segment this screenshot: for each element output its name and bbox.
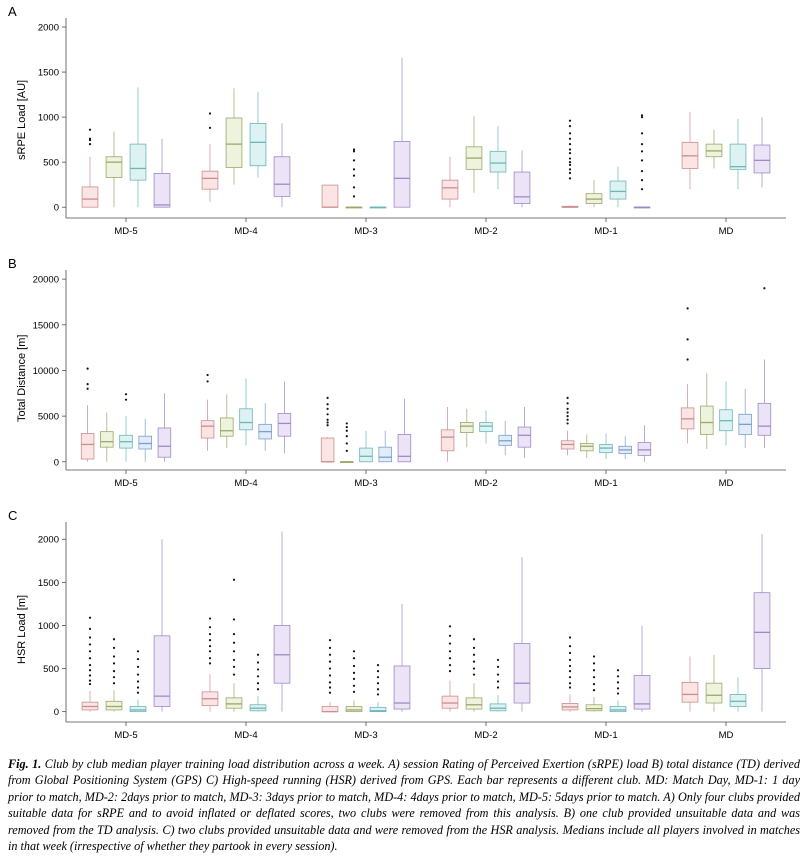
figure-caption — [8, 756, 800, 854]
boxplot-box — [706, 130, 722, 169]
figure-caption-label: Fig. 1. — [8, 757, 42, 771]
x-tick-label: MD-4 — [234, 730, 258, 741]
boxplot-box — [706, 655, 722, 712]
x-tick-label: MD-4 — [234, 478, 258, 489]
y-tick-label: 20000 — [32, 274, 59, 286]
boxplot-box — [600, 433, 613, 459]
boxplot-box — [202, 617, 218, 711]
x-tick-label: MD-5 — [114, 226, 138, 237]
boxplot-box — [322, 639, 338, 712]
boxplot-box — [321, 397, 334, 462]
panel-b-plot — [0, 252, 808, 502]
y-tick-label: 0 — [53, 202, 59, 214]
panel-c — [0, 504, 808, 754]
boxplot-box — [226, 88, 242, 184]
boxplot-box — [499, 421, 512, 456]
x-tick-label: MD-2 — [474, 478, 498, 489]
boxplot-box — [681, 307, 694, 443]
boxplot-box — [586, 655, 602, 711]
boxplot-box — [322, 185, 338, 208]
boxplot-box — [514, 557, 530, 711]
boxplot-box — [259, 403, 272, 450]
boxplot-box — [106, 638, 122, 712]
boxplot-box — [81, 368, 94, 462]
panel-a-letter: A — [8, 4, 17, 19]
x-tick-label: MD — [718, 226, 734, 237]
boxplot-box — [346, 148, 362, 208]
boxplot-box — [586, 180, 602, 207]
panel-a — [0, 0, 808, 250]
x-tick-label: MD-1 — [594, 478, 618, 489]
boxplot-box — [398, 399, 411, 462]
boxplot-box — [346, 650, 362, 711]
boxplot-box — [562, 120, 578, 208]
x-tick-label: MD-4 — [234, 226, 258, 237]
boxplot-box — [106, 132, 122, 208]
panel-c-svg — [0, 504, 808, 754]
x-tick-label: MD-1 — [594, 730, 618, 741]
boxplot-box — [139, 419, 152, 462]
boxplot-box — [754, 534, 770, 712]
boxplot-box — [490, 126, 506, 189]
x-tick-label: MD-3 — [354, 730, 378, 741]
boxplot-box — [379, 431, 392, 462]
boxplot-box — [120, 393, 133, 462]
boxplot-box — [394, 604, 410, 712]
boxplot-box — [250, 654, 266, 712]
panel-b — [0, 252, 808, 502]
boxplot-box — [82, 617, 98, 712]
panel-a-ylabel: sRPE Load [AU] — [16, 79, 28, 160]
boxplot-box — [340, 422, 353, 462]
boxplot-box — [274, 531, 290, 711]
boxplot-box — [460, 409, 473, 447]
boxplot-box — [638, 425, 651, 462]
boxplot-box — [562, 636, 578, 711]
boxplot-box — [394, 58, 410, 208]
boxplot-box — [370, 664, 386, 712]
x-tick-label: MD-3 — [354, 226, 378, 237]
boxplot-box — [561, 397, 574, 456]
boxplot-box — [130, 87, 146, 207]
panel-b-svg — [0, 252, 808, 502]
panel-b-ylabel: Total Distance [m] — [16, 334, 28, 422]
boxplot-box — [154, 539, 170, 711]
x-tick-label: MD-5 — [114, 730, 138, 741]
boxplot-box — [441, 407, 454, 462]
boxplot-box — [754, 117, 770, 187]
x-tick-label: MD-1 — [594, 226, 618, 237]
boxplot-box — [730, 119, 746, 189]
y-tick-label: 1000 — [37, 620, 59, 632]
boxplot-box — [130, 650, 146, 711]
figure-caption-text: Club by club median player training load distribution across a week. A) session Rating of Perceived Exertion (sRPE) load B) total distance (TD) derived from Global Positioning System (GPS) C) High-speed running (HSR) derived from GPS. Each bar represents a different club. MD: Match Day, MD-1: 1 day prior to match, MD-2: 2days prior to match, MD-3: 3days prior to match, MD-4: 4days prior to match, MD-5: 5days prior to match. A) Only four clubs provided suitable data for sRPE and to avoid inflated or deflated scores, two clubs were removed from this analysis. B) one club provided unsuitable data and was removed from the TD analysis. C) two clubs provided unsuitable data and were removed from the HSR analysis. Medians include all players involved in matches in that week (irrespective of whether they partook in every session). — [8, 757, 801, 854]
boxplot-box — [720, 381, 733, 445]
y-tick-label: 1500 — [37, 577, 59, 589]
boxplot-box — [518, 407, 531, 458]
y-tick-label: 5000 — [37, 411, 59, 423]
y-tick-label: 2000 — [37, 534, 59, 546]
boxplot-box — [514, 150, 530, 207]
boxplot-box — [360, 431, 373, 462]
boxplot-box — [154, 139, 170, 207]
x-tick-label: MD — [718, 478, 734, 489]
boxplot-box — [682, 656, 698, 711]
y-tick-label: 1000 — [37, 112, 59, 124]
boxplot-box — [226, 579, 242, 712]
y-tick-label: 10000 — [32, 365, 59, 377]
x-tick-label: MD-2 — [474, 730, 498, 741]
boxplot-box — [619, 436, 632, 459]
boxplot-box — [580, 434, 593, 458]
boxplot-box — [250, 92, 266, 178]
boxplot-box — [466, 116, 482, 193]
panel-a-svg — [0, 0, 808, 250]
y-tick-label: 0 — [53, 457, 59, 469]
y-tick-label: 15000 — [32, 320, 59, 332]
y-tick-label: 500 — [43, 157, 59, 169]
boxplot-box — [158, 393, 171, 461]
boxplot-box — [202, 112, 218, 201]
boxplot-box — [610, 669, 626, 711]
y-tick-label: 1500 — [37, 67, 59, 79]
boxplot-box — [82, 129, 98, 208]
boxplot-box — [442, 157, 458, 207]
x-tick-label: MD — [718, 730, 734, 741]
boxplot-box — [100, 412, 113, 461]
x-tick-label: MD-3 — [354, 478, 378, 489]
y-tick-label: 500 — [43, 664, 59, 676]
boxplot-box — [758, 287, 771, 448]
panel-b-letter: B — [8, 256, 17, 271]
boxplot-box — [610, 167, 626, 208]
boxplot-box — [466, 638, 482, 712]
boxplot-box — [480, 411, 493, 444]
boxplot-box — [634, 625, 650, 711]
panel-c-letter: C — [8, 508, 18, 523]
boxplot-box — [730, 677, 746, 711]
panel-a-plot — [0, 0, 808, 250]
boxplot-box — [240, 379, 253, 446]
boxplot-box — [442, 625, 458, 711]
x-tick-label: MD-2 — [474, 226, 498, 237]
y-tick-label: 2000 — [37, 22, 59, 34]
panel-c-plot — [0, 504, 808, 754]
boxplot-box — [201, 374, 214, 451]
boxplot-box — [220, 394, 233, 448]
boxplot-box — [278, 381, 291, 453]
panel-c-ylabel: HSR Load [m] — [16, 594, 28, 664]
boxplot-box — [682, 112, 698, 189]
boxplot-box — [700, 373, 713, 449]
boxplot-box — [634, 114, 650, 208]
boxplot-box — [274, 123, 290, 207]
boxplot-box — [490, 659, 506, 712]
x-tick-label: MD-5 — [114, 478, 138, 489]
boxplot-box — [370, 207, 386, 208]
y-tick-label: 0 — [53, 707, 59, 719]
boxplot-box — [739, 389, 752, 448]
